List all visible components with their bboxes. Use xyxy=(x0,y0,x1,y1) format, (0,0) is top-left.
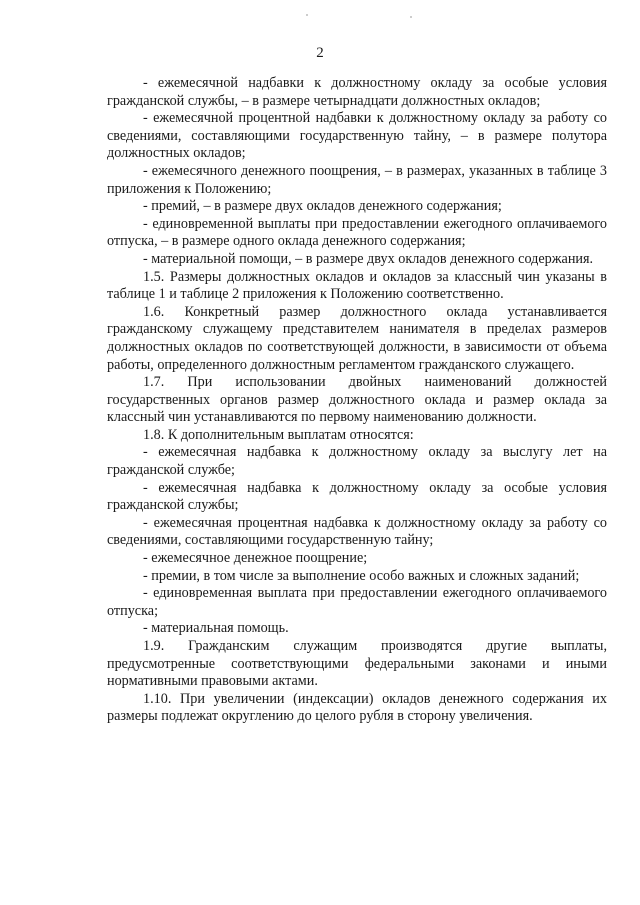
paragraph: - материальная помощь. xyxy=(143,620,289,637)
paragraph: - премии, в том числе за выполнение особо важных и сложных заданий; xyxy=(143,567,580,584)
paragraph: - ежемесячная процентная надбавка к должностному окладу за работу со сведениями, составляющими государственную тайну; xyxy=(107,514,607,549)
paragraph: - материальной помощи, – в размере двух окладов денежного содержания. xyxy=(143,250,594,267)
paragraph: - ежемесячной процентной надбавки к должностному окладу за работу со сведениями, составляющими государственную тайну, – в размере полутора должностных окладов; xyxy=(107,110,607,162)
paragraph: - премий, – в размере двух окладов денежного содержания; xyxy=(143,198,502,215)
paragraph: - ежемесячной надбавки к должностному окладу за особые условия гражданской службы, – в размере четырнадцати должностных окладов; xyxy=(107,75,607,109)
paragraph: 1.9. Гражданским служащим производятся другие выплаты, предусмотренные соответствующими федеральными законами и иными нормативными правовыми актами. xyxy=(107,638,607,690)
paragraph: 1.8. К дополнительным выплатам относятся: xyxy=(143,426,414,443)
document-body xyxy=(107,75,607,726)
paragraph: 1.6. Конкретный размер должностного оклада устанавливается гражданскому служащему представителем нанимателя в пределах размеров должностных окладов по соответствующей должности, в зависимости от объема работы, определенного должностным регламентом гражданского служащего. xyxy=(107,303,607,373)
paragraph: - единовременной выплаты при предоставлении ежегодного оплачиваемого отпуска, – в размере одного оклада денежного содержания; xyxy=(107,215,607,250)
paragraph: 1.10. При увеличении (индексации) окладов денежного содержания их размеры подлежат округлению до целого рубля в сторону увеличения. xyxy=(107,690,607,725)
page-number: 2 xyxy=(316,45,324,61)
paragraph: - единовременная выплата при предоставлении ежегодного оплачиваемого отпуска; xyxy=(107,585,607,619)
paragraph: - ежемесячная надбавка к должностному окладу за выслугу лет на гражданской службе; xyxy=(107,444,607,479)
paragraph: - ежемесячная надбавка к должностному окладу за особые условия гражданской службы; xyxy=(107,479,607,514)
paragraph: 1.7. При использовании двойных наименований должностей государственных органов размер должностного оклада и размер оклада за классный чин устанавливаются по первому наименованию должности. xyxy=(107,374,607,426)
scan-speck xyxy=(306,14,308,16)
paragraph: - ежемесячного денежного поощрения, – в размерах, указанных в таблице 3 приложения к Положению; xyxy=(107,162,607,197)
scan-speck xyxy=(410,16,412,18)
paragraph: - ежемесячное денежное поощрение; xyxy=(143,550,368,567)
paragraph: 1.5. Размеры должностных окладов и окладов за классный чин указаны в таблице 1 и таблице 2 приложения к Положению соответственно. xyxy=(107,268,607,303)
